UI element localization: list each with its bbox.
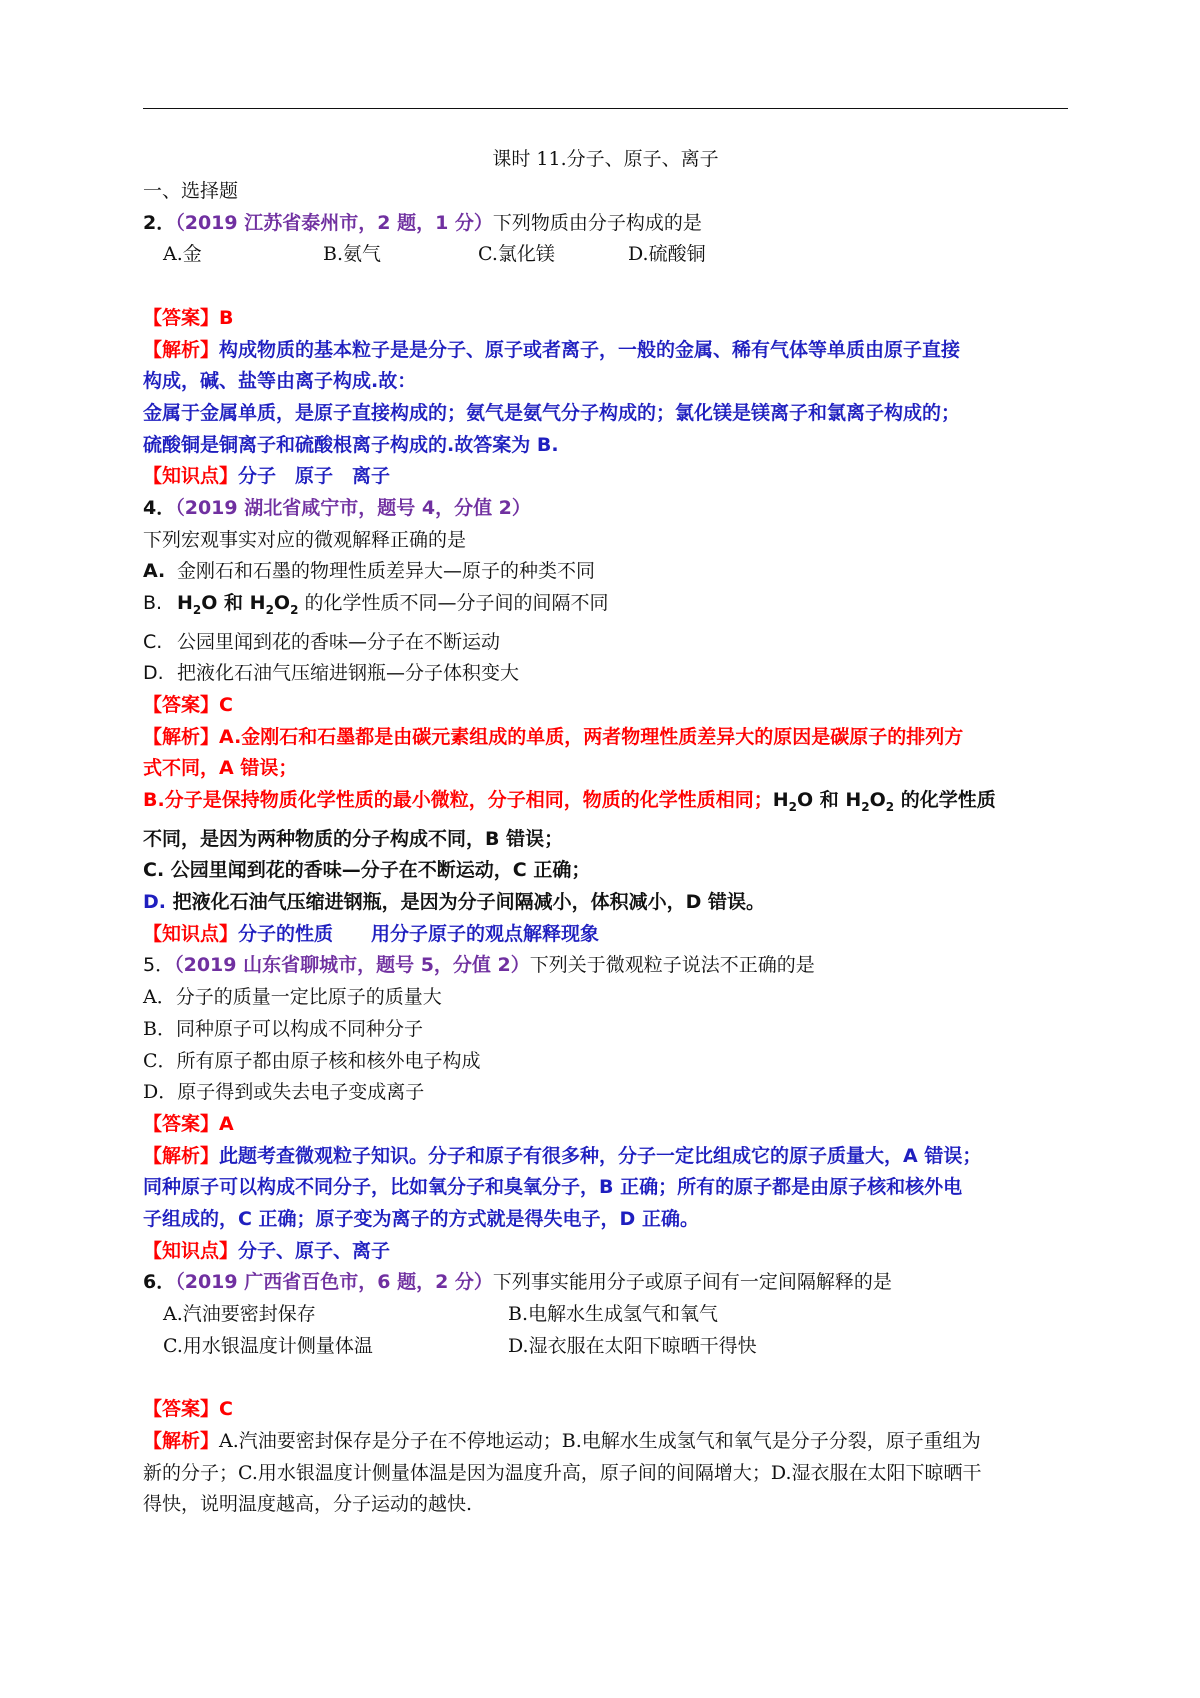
page-title: 课时 11.分子、原子、离子	[492, 148, 719, 170]
q6-option-c: C.用水银温度计侧量体温	[163, 1334, 373, 1357]
q4-option-a: A. 金刚石和石墨的物理性质差异大—原子的种类不同	[143, 560, 596, 583]
q2-option-d: D.硫酸铜	[628, 243, 706, 266]
q5-knowledge: 【知识点】分子、原子、离子	[143, 1239, 391, 1262]
header-rule	[143, 108, 1068, 109]
q6-option-b: B.电解水生成氢气和氧气	[508, 1303, 719, 1326]
q6-source: （2019 广西省百色市，6 题，2 分）	[175, 1271, 493, 1294]
q6-analysis-l2: 新的分子；C.用水银温度计侧量体温是因为温度升高，原子间的间隔增大；D.湿衣服在太阳下晾晒干	[143, 1461, 982, 1484]
q2-option-a: A.金	[163, 243, 202, 266]
question-2	[143, 208, 1068, 240]
q4-source: （2019 湖北省咸宁市，题号 4，分值 2）	[175, 497, 531, 520]
q4-analysis-l5: C. 公园里闻到花的香味—分子在不断运动，C 正确；	[143, 859, 591, 882]
q4-option-d: D. 把液化石油气压缩进钢瓶—分子体积变大	[143, 662, 520, 685]
q4-analysis-l2: 式不同，A 错误；	[143, 757, 298, 780]
q6-answer: 【答案】C	[143, 1398, 233, 1421]
question-4	[143, 493, 1068, 525]
q6-option-d: D.湿衣服在太阳下晾晒干得快	[508, 1334, 757, 1357]
q4-option-c: C. 公园里闻到花的香味—分子在不断运动	[143, 630, 501, 653]
q6-stem: 下列事实能用分子或原子间有一定间隔解释的是	[492, 1271, 892, 1294]
q2-option-b: B.氨气	[323, 243, 382, 266]
q2-number: 2．	[143, 211, 176, 234]
q2-analysis-l4: 硫酸铜是铜离子和硫酸根离子构成的.故答案为 B.	[143, 433, 559, 456]
q6-analysis: 【解析】A.汽油要密封保存是分子在不停地运动；B.电解水生成氢气和氧气是分子分裂，原子重组为	[143, 1429, 981, 1452]
section-heading: 一、选择题	[143, 180, 239, 202]
q2-analysis: 【解析】构成物质的基本粒子是是分子、原子或者离子，一般的金属、稀有气体等单质由原子直接	[143, 338, 961, 361]
question-6	[143, 1267, 1068, 1299]
q5-option-b: B．同种原子可以构成不同种分子	[143, 1017, 423, 1040]
q6-analysis-l3: 得快，说明温度越高，分子运动的越快.	[143, 1493, 473, 1516]
q6-answer-value: C	[219, 1398, 233, 1421]
q5-source: （2019 山东省聊城市，题号 5，分值 2）	[174, 954, 530, 977]
q4-analysis-l6: D. 把液化石油气压缩进钢瓶，是因为分子间隔减小，体积减小，D 错误。	[143, 891, 766, 914]
q2-answer-value: B	[219, 306, 234, 329]
q4-option-b: B. $H_2O$ 和 $H_2O_2$ 的化学性质不同—分子间的间隔不同	[143, 592, 609, 617]
q4-analysis-l3: B.分子是保持物质化学性质的最小微粒，分子相同，物质的化学性质相同；$H_2O$ 和 $H_2O_2$ 的化学性质	[143, 789, 996, 814]
q4-knowledge: 【知识点】分子的性质 用分子原子的观点解释现象	[143, 922, 600, 945]
q6-options-row2	[143, 1331, 1068, 1363]
q5-option-c: C．所有原子都由原子核和核外电子构成	[143, 1049, 481, 1072]
q2-source: （2019 江苏省泰州市，2 题，1 分）	[175, 211, 493, 234]
q6-number: 6．	[143, 1271, 176, 1294]
q2-analysis-l3: 金属于金属单质，是原子直接构成的；氨气是氨气分子构成的；氯化镁是镁离子和氯离子构成的；	[143, 401, 961, 424]
q2-analysis-l2: 构成，碱、盐等由离子构成.故：	[143, 370, 417, 393]
q5-answer: 【答案】A	[143, 1112, 234, 1135]
document-body	[143, 142, 1068, 1521]
q4-analysis-l4: 不同，是因为两种物质的分子构成不同，B 错误；	[143, 827, 564, 850]
q4-number: 4．	[143, 497, 176, 520]
q2-options	[143, 239, 1068, 271]
q5-number: 5．	[143, 954, 175, 977]
q2-option-c: C.氯化镁	[478, 243, 555, 266]
q5-stem: 下列关于微观粒子说法不正确的是	[529, 954, 815, 977]
q6-option-a: A.汽油要密封保存	[163, 1303, 316, 1326]
q4-answer-value: C	[219, 694, 233, 717]
q5-analysis-l3: 子组成的，C 正确；原子变为离子的方式就是得失电子，D 正确。	[143, 1208, 699, 1231]
q4-stem: 下列宏观事实对应的微观解释正确的是	[143, 528, 467, 551]
q6-options-row1	[143, 1299, 1068, 1331]
q5-analysis: 【解析】此题考查微观粒子知识。分子和原子有很多种，分子一定比组成它的原子质量大，A 错误；	[143, 1144, 982, 1167]
q5-option-a: A．分子的质量一定比原子的质量大	[143, 986, 442, 1009]
question-5	[143, 950, 1068, 982]
q4-analysis: 【解析】A.金刚石和石墨都是由碳元素组成的单质，两者物理性质差异大的原因是碳原子的排列方	[143, 725, 964, 748]
q5-analysis-l2: 同种原子可以构成不同分子，比如氧分子和臭氧分子，B 正确；所有的原子都是由原子核和核外电	[143, 1176, 963, 1199]
q5-answer-value: A	[219, 1112, 234, 1135]
q4-answer: 【答案】C	[143, 694, 233, 717]
q2-stem: 下列物质由分子构成的是	[492, 211, 702, 234]
q2-answer: 【答案】B	[143, 306, 234, 329]
q5-option-d: D．原子得到或失去电子变成离子	[143, 1081, 425, 1104]
q2-knowledge: 【知识点】分子 原子 离子	[143, 465, 391, 488]
